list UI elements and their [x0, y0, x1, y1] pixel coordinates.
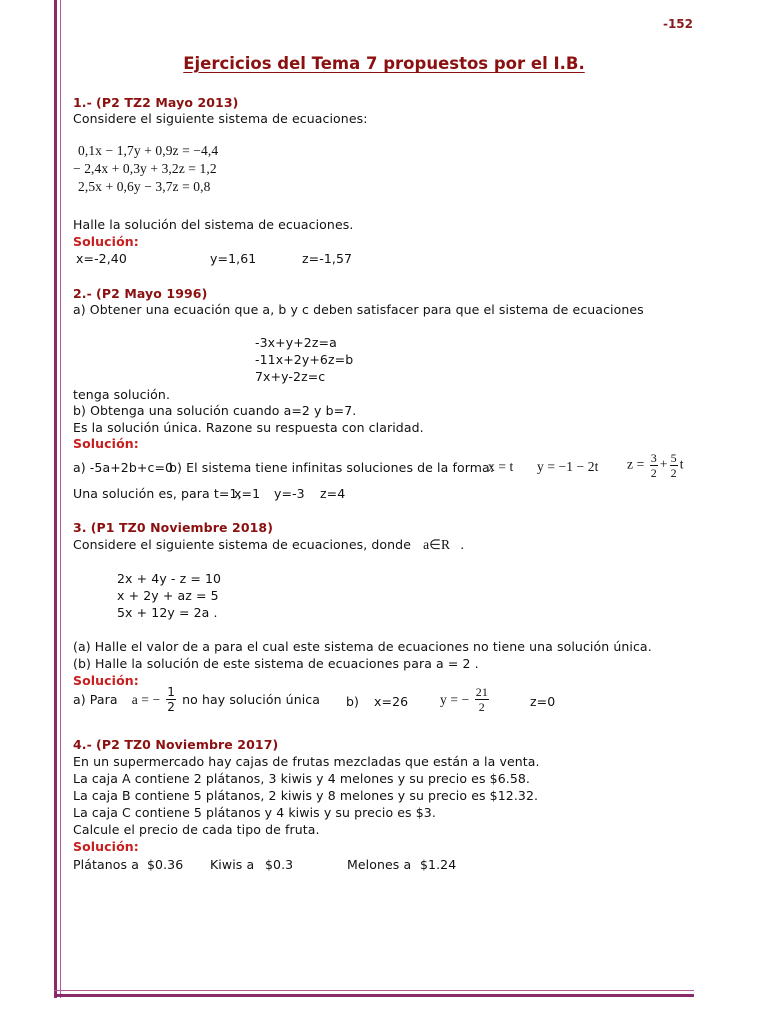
- page-border-left-inner: [60, 0, 61, 998]
- exercise-2-solution-label: Solución:: [73, 436, 139, 451]
- exercise-3-intro-end: .: [460, 537, 465, 552]
- exercise-4-number: 4.-: [73, 737, 92, 752]
- exercise-3-solution-label: Solución:: [73, 673, 139, 688]
- exercise-3-solution-b: b): [346, 694, 360, 709]
- exercise-3-task-b: (b) Halle la solución de este sistema de ecuaciones para a = 2 .: [73, 656, 479, 671]
- fraction-numerator: 1: [167, 685, 176, 699]
- exercise-1-solution-x: x=-2,40: [76, 251, 127, 266]
- exercise-4-solution-melones-label: Melones a: [347, 857, 412, 872]
- exercise-4-solution-label: Solución:: [73, 839, 139, 854]
- exercise-2-solution-b: b) El sistema tiene infinitas soluciones de la forma:: [169, 460, 495, 475]
- exercise-4-line-3: La caja B contiene 5 plátanos, 2 kiwis y 8 melones y su precio es $12.32.: [73, 788, 539, 803]
- plus-sign: +: [659, 456, 668, 472]
- exercise-3-equation-3: 5x + 12y = 2a .: [117, 605, 218, 620]
- parameter-t: t: [679, 456, 684, 472]
- fraction-numerator: 5: [670, 451, 677, 465]
- exercise-3-solution-a-prefix: a) Para: [73, 692, 118, 707]
- exercise-3-number: 3.: [73, 520, 87, 535]
- exercise-2-part-a: a) Obtener una ecuación que a, b y c deben satisfacer para que el sistema de ecuaciones: [73, 302, 644, 317]
- exercise-4-header: [73, 737, 278, 752]
- fraction: [670, 452, 678, 479]
- exercise-2-solution-y: y = −1 − 2t: [537, 459, 599, 474]
- exercise-1-equation-1: 0,1x − 1,7y + 0,9z = −4,4: [78, 143, 219, 158]
- exercise-4-solution-platanos-value: $0.36: [147, 857, 184, 872]
- exercise-2-example-z: z=4: [320, 486, 346, 501]
- exercise-3-intro-text: Considere el siguiente sistema de ecuaciones, donde: [73, 537, 412, 552]
- exercise-2-reference: (P2 Mayo 1996): [96, 286, 208, 301]
- page-border-bottom: [54, 994, 694, 997]
- exercise-3-reference: (P1 TZ0 Noviembre 2018): [90, 520, 274, 535]
- exercise-3-solution-y: [440, 686, 491, 713]
- exercise-3-intro: [73, 537, 464, 553]
- exercise-2-tenga: tenga solución.: [73, 387, 171, 402]
- exercise-2-unique: Es la solución única. Razone su respuesta con claridad.: [73, 420, 424, 435]
- page-title: Ejercicios del Tema 7 propuestos por el I.B.: [183, 54, 585, 73]
- exercise-4-solution-platanos-label: Plátanos a: [73, 857, 139, 872]
- exercise-1-solution-y: y=1,61: [210, 251, 257, 266]
- exercise-2-solution-x: x = t: [488, 459, 514, 474]
- exercise-3-equation-2: x + 2y + az = 5: [117, 588, 219, 603]
- exercise-1-task: Halle la solución del sistema de ecuaciones.: [73, 217, 354, 232]
- exercise-3-header: [73, 520, 273, 535]
- exercise-4-solution-kiwis-label: Kiwis a: [210, 857, 255, 872]
- exercise-2-equation-3: 7x+y-2z=c: [255, 369, 326, 384]
- fraction-denominator: 2: [670, 466, 677, 480]
- exercise-3-intro-math: a∈R: [423, 537, 451, 552]
- exercise-2-equation-2: -11x+2y+6z=b: [255, 352, 354, 367]
- exercise-4-reference: (P2 TZ0 Noviembre 2017): [96, 737, 279, 752]
- fraction-numerator: 3: [650, 451, 657, 465]
- exercise-3-solution-z: z=0: [530, 694, 556, 709]
- exercise-4-solution-melones-value: $1.24: [420, 857, 457, 872]
- fraction-numerator: 21: [475, 685, 488, 699]
- exercise-1-equation-3: 2,5x + 0,6y − 3,7z = 0,8: [78, 179, 211, 194]
- exercise-4-line-2: La caja A contiene 2 plátanos, 3 kiwis y 4 melones y su precio es $6.58.: [73, 771, 531, 786]
- page-border-bottom-inner: [54, 990, 694, 991]
- exercise-2-solution-a: a) -5a+2b+c=0: [73, 460, 174, 475]
- exercise-4-line-4: La caja C contiene 5 plátanos y 4 kiwis y su precio es $3.: [73, 805, 436, 820]
- fraction: [475, 686, 489, 713]
- exercise-1-solution-z: z=-1,57: [302, 251, 353, 266]
- exercise-2-example-x: x=1: [234, 486, 261, 501]
- exercise-2-header: [73, 286, 207, 301]
- exercise-3-solution-x: x=26: [374, 694, 409, 709]
- exercise-2-number: 2.-: [73, 286, 92, 301]
- exercise-4-solution-kiwis-value: $0.3: [265, 857, 294, 872]
- exercise-1-number: 1.-: [73, 95, 92, 110]
- exercise-2-solution-z-label: z =: [627, 456, 645, 472]
- exercise-4-line-5: Calcule el precio de cada tipo de fruta.: [73, 822, 320, 837]
- fraction: [650, 452, 658, 479]
- fraction: [166, 686, 176, 713]
- exercise-3-solution-y-label: y = −: [440, 691, 470, 707]
- exercise-1-header: [73, 95, 238, 110]
- exercise-1-intro: Considere el siguiente sistema de ecuaciones:: [73, 111, 368, 126]
- exercise-2-example-label: Una solución es, para t=1,: [73, 486, 242, 501]
- exercise-4-line-1: En un supermercado hay cajas de frutas mezcladas que están a la venta.: [73, 754, 540, 769]
- exercise-2-solution-z: [627, 452, 684, 479]
- exercise-3-equation-1: 2x + 4y - z = 10: [117, 571, 222, 586]
- exercise-3-task-a: (a) Halle el valor de a para el cual este sistema de ecuaciones no tiene una solución única.: [73, 639, 652, 654]
- exercise-3-solution-a: [73, 686, 320, 713]
- page-number: -152: [662, 17, 693, 31]
- exercise-1-reference: (P2 TZ2 Mayo 2013): [96, 95, 239, 110]
- exercise-2-example-y: y=-3: [274, 486, 305, 501]
- fraction-denominator: 2: [650, 466, 657, 480]
- exercise-3-solution-a-eq: a = −: [131, 691, 161, 707]
- exercise-1-solution-label: Solución:: [73, 234, 139, 249]
- fraction-denominator: 2: [167, 700, 176, 714]
- exercise-2-part-b: b) Obtenga una solución cuando a=2 y b=7.: [73, 403, 357, 418]
- exercise-3-solution-a-text: no hay solución única: [182, 692, 321, 707]
- exercise-2-equation-1: -3x+y+2z=a: [255, 335, 337, 350]
- page-border-left: [54, 0, 57, 998]
- exercise-1-equation-2: − 2,4x + 0,3y + 3,2z = 1,2: [73, 161, 217, 176]
- fraction-denominator: 2: [478, 700, 485, 714]
